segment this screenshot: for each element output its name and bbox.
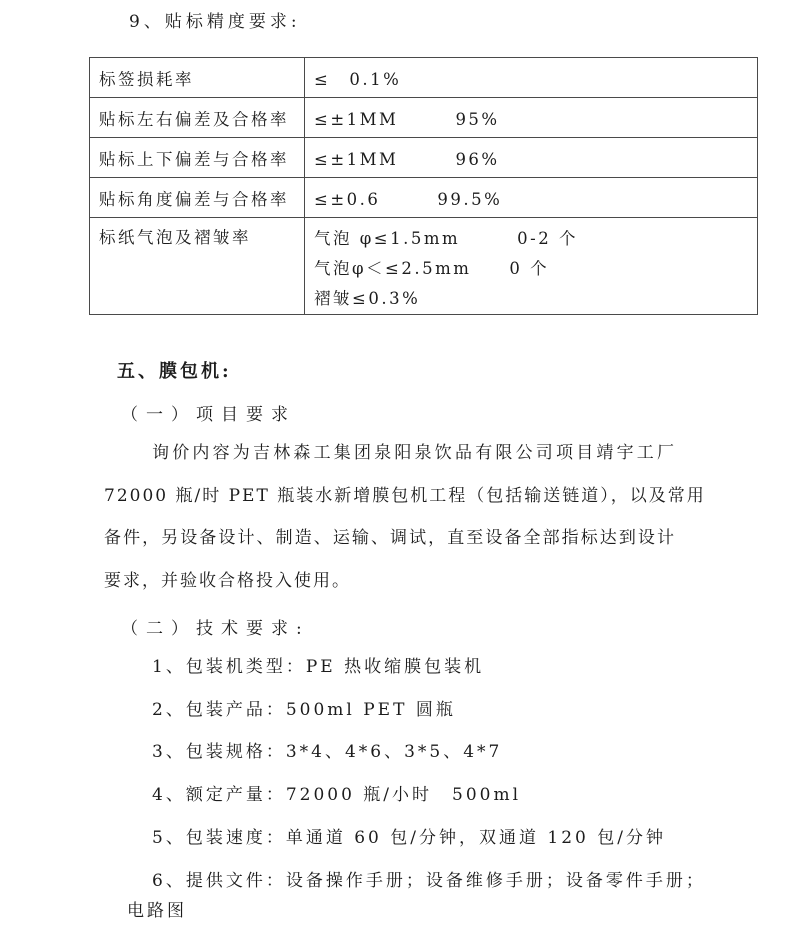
list-item: 6、提供文件：设备操作手册；设备维修手册；设备零件手册； — [152, 870, 706, 891]
list-item: 4、额定产量：72000 瓶/小时 500ml — [152, 785, 522, 806]
table-row — [90, 218, 758, 315]
table-value-line: ≤ 0.1% — [314, 69, 402, 89]
project-requirements-paragraph — [104, 432, 706, 603]
table-cell-label: 贴标角度偏差与合格率 — [90, 178, 305, 218]
table-cell-value — [305, 58, 758, 98]
table-value-line: ≤±0.6 99.5% — [314, 189, 503, 209]
subsection-2-title: （二）技术要求: — [121, 619, 310, 639]
table-cell-value — [305, 98, 758, 138]
subsection-1-title: （一）项目要求 — [121, 405, 296, 425]
table-body — [90, 58, 758, 315]
table-cell-value — [305, 138, 758, 178]
table-cell-label: 标纸气泡及褶皱率 — [90, 218, 305, 315]
table-cell-value — [305, 218, 758, 315]
table-row — [90, 98, 758, 138]
table-row — [90, 58, 758, 98]
table-value-line: ≤±1MM 95% — [314, 109, 500, 129]
list-item: 2、包装产品：500ml PET 圆瓶 — [152, 699, 456, 720]
paragraph-line: 备件，另设备设计、制造、运输、调试，直至设备全部指标达到设计 — [104, 528, 676, 549]
table-row — [90, 138, 758, 178]
table-cell-value — [305, 178, 758, 218]
paragraph-line: 询价内容为吉林森工集团泉阳泉饮品有限公司项目靖宇工厂 — [152, 443, 676, 463]
technical-requirements-list — [152, 646, 706, 902]
section-heading-9: 9、贴标精度要求: — [129, 12, 301, 32]
paragraph-line: 要求，并验收合格投入使用。 — [104, 571, 351, 592]
list-item: 5、包装速度：单通道 60 包/分钟，双通道 120 包/分钟 — [152, 827, 666, 848]
table-row — [90, 178, 758, 218]
table-cell-label: 标签损耗率 — [90, 58, 305, 98]
list-item: 3、包装规格：3*4、4*6、3*5、4*7 — [152, 742, 503, 763]
list-item-6-continuation: 电路图 — [127, 901, 187, 921]
label-precision-table — [89, 57, 758, 315]
section-5-title: 五、膜包机: — [117, 361, 232, 382]
table-cell-label: 贴标左右偏差及合格率 — [90, 98, 305, 138]
list-item: 1、包装机类型：PE 热收缩膜包装机 — [152, 657, 485, 677]
paragraph-line: 72000 瓶/时 PET 瓶装水新增膜包机工程（包括输送链道），以及常用 — [104, 485, 706, 506]
table-value-line: 气泡 φ≤1.5mm 0-2 个 — [314, 229, 578, 248]
table-cell-label: 贴标上下偏差与合格率 — [90, 138, 305, 178]
table-value-line: 褶皱≤0.3% — [314, 289, 421, 308]
table-value-line: ≤±1MM 96% — [314, 149, 500, 169]
table-value-line: 气泡φ＜≤2.5mm 0 个 — [314, 259, 550, 278]
